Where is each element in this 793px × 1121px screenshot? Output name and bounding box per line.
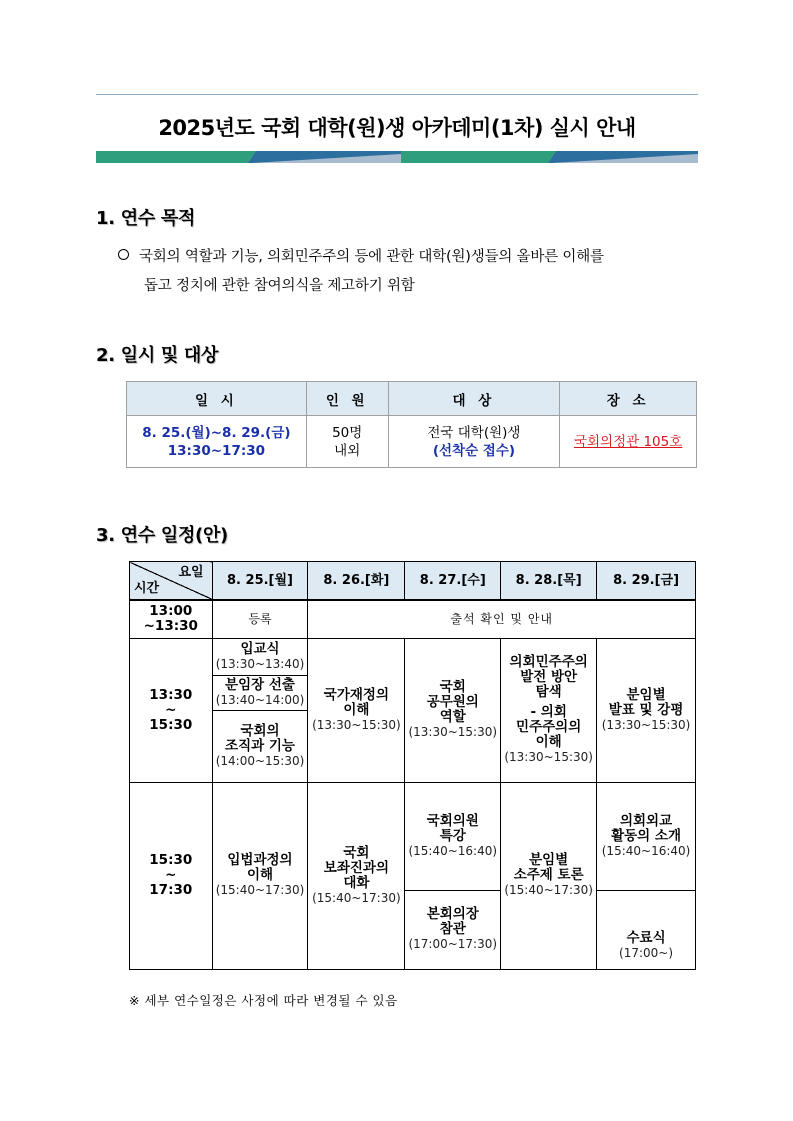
- time-slot-1: [130, 600, 213, 638]
- thu-democracy: [501, 638, 597, 782]
- date-range: 8. 25.(월)~8. 29.(금): [142, 424, 291, 441]
- table-row: [130, 782, 696, 890]
- slot3-start: 15:30: [149, 852, 193, 868]
- plenary-l1: 본회의장: [426, 906, 479, 922]
- fri-pres-l1: 분임별: [626, 686, 666, 703]
- title-band: [96, 151, 698, 163]
- slot1-start: 13:00: [149, 603, 193, 620]
- fri-diplomacy: [597, 782, 696, 890]
- fri-closing: [597, 890, 696, 969]
- mon-legislation: [212, 782, 308, 969]
- lecture-time: (15:40~16:40): [408, 843, 498, 858]
- leader-election-label: 분임장 선출: [225, 676, 295, 693]
- thu-dem-l2: 발전 방안: [520, 669, 578, 685]
- target-text: 전국 대학(원)생: [427, 424, 521, 441]
- staff-time: (15:40~17:30): [312, 890, 401, 905]
- tue-finance: [308, 638, 405, 782]
- header-people: 인 원: [306, 382, 388, 416]
- section1-paragraph: [118, 243, 708, 301]
- diplomacy-time: (15:40~16:40): [601, 843, 691, 858]
- discussion-l1: 분임별: [529, 852, 569, 868]
- opening-time: (13:30~13:40): [215, 656, 305, 671]
- table-header-row: [127, 382, 697, 416]
- header-place: 장 소: [560, 382, 697, 416]
- closing-label: 수료식: [626, 929, 666, 946]
- mon-opening: [212, 638, 308, 675]
- lecture-l1: 국회의원: [426, 812, 479, 829]
- thu-dem-l3: 탐색: [535, 684, 562, 700]
- header-target: 대 상: [388, 382, 560, 416]
- day-wed: 8. 27.[수]: [405, 562, 501, 601]
- fri-presentation: [597, 638, 696, 782]
- thu-dem-l1: 의회민주주의: [509, 654, 588, 670]
- circle-bullet-icon: [118, 249, 129, 260]
- wed-roles-l3: 역할: [439, 709, 466, 725]
- staff-l2: 보좌진과의: [323, 859, 389, 876]
- training-schedule-table: [129, 561, 696, 970]
- staff-l1: 국회: [343, 844, 370, 861]
- section3-heading: 3. 연수 일정(안): [96, 525, 228, 546]
- wed-roles-time: (13:30~15:30): [408, 725, 498, 739]
- schedule-summary-table: [126, 381, 697, 468]
- day-thu: 8. 28.[목]: [501, 562, 597, 601]
- plenary-l2: 참관: [439, 921, 466, 937]
- discussion-l2: 소주제 토론: [513, 867, 584, 883]
- thu-discussion: [501, 782, 597, 969]
- mon-leader-election: [212, 675, 308, 710]
- place-cell: [560, 416, 697, 468]
- wed-roles: [405, 638, 501, 782]
- thu-dem-l4: - 의회: [530, 704, 567, 720]
- day-tue: 8. 26.[화]: [308, 562, 405, 601]
- wed-lecture: [405, 782, 501, 890]
- section1-heading: 1. 연수 목적: [96, 208, 196, 229]
- date-cell: [127, 416, 307, 468]
- table-row: [130, 600, 696, 638]
- slot3-tilde: ~: [165, 867, 177, 883]
- people-count: 50명: [332, 424, 363, 441]
- day-fri: 8. 29.[금]: [597, 562, 696, 601]
- corner-cell: [130, 562, 213, 601]
- time-range: 13:30~17:30: [167, 442, 266, 459]
- top-rule: [96, 94, 698, 95]
- wed-roles-l1: 국회: [439, 679, 466, 695]
- table-row: [127, 416, 697, 468]
- purpose-line-2: 돕고 정치에 관한 참여의식을 제고하기 위함: [144, 278, 415, 294]
- legis-l1: 입법과정의: [227, 852, 293, 868]
- fri-pres-l2: 발표 및 강평: [608, 701, 684, 718]
- legis-l2: 이해: [246, 867, 274, 883]
- document-title: 2025년도 국회 대학(원)생 아카데미(1차) 실시 안내: [158, 116, 636, 140]
- people-cell: [306, 416, 388, 468]
- plenary-time: (17:00~17:30): [408, 937, 498, 951]
- closing-time: (17:00~): [619, 945, 674, 960]
- corner-day-label: 요일: [178, 565, 204, 580]
- schedule-header-row: [130, 562, 696, 601]
- legis-time: (15:40~17:30): [215, 883, 305, 897]
- attendance-check: 출석 확인 및 안내: [308, 600, 696, 638]
- tue-staff-talk: [308, 782, 405, 969]
- tue-finance-l2: 이해: [343, 701, 370, 718]
- time-slot-2: [130, 638, 213, 782]
- fri-pres-time: (13:30~15:30): [601, 717, 691, 732]
- slot2-end: 15:30: [149, 716, 193, 733]
- header-date: 일 시: [127, 382, 307, 416]
- place-link[interactable]: 국회의정관 105호: [573, 433, 683, 450]
- org-l1: 국회의: [240, 722, 280, 739]
- thu-dem-l5: 민주주의의: [516, 719, 582, 735]
- thu-dem-time: (13:30~15:30): [504, 750, 593, 764]
- purpose-line-1: [118, 243, 708, 272]
- target-cell: [388, 416, 560, 468]
- table-row: [130, 638, 696, 675]
- wed-plenary-visit: [405, 890, 501, 969]
- slot2-start: 13:30: [149, 686, 193, 703]
- mon-organization: [212, 710, 308, 782]
- purpose-text-1: 국회의 역할과 기능, 의회민주주의 등에 관한 대학(원)생들의 올바른 이해를: [139, 249, 604, 265]
- wed-roles-l2: 공무원의: [426, 694, 479, 710]
- staff-l3: 대화: [343, 874, 370, 891]
- discussion-time: (15:40~17:30): [504, 883, 593, 897]
- people-qualifier: 내외: [334, 442, 361, 459]
- time-slot-3: [130, 782, 213, 969]
- lecture-l2: 특강: [439, 827, 466, 844]
- opening-label: 입교식: [240, 640, 280, 657]
- section2-heading: 2. 일시 및 대상: [96, 345, 219, 366]
- org-time: (14:00~15:30): [215, 753, 305, 768]
- org-l2: 조직과 기능: [225, 737, 295, 754]
- corner-time-label: 시간: [134, 581, 160, 596]
- slot3-end: 17:30: [149, 882, 193, 898]
- slot1-end: ~13:30: [143, 618, 198, 635]
- diplomacy-l1: 의회외교: [619, 812, 673, 829]
- tue-finance-l1: 국가재정의: [323, 686, 389, 703]
- thu-dem-l6: 이해: [535, 734, 562, 750]
- target-note: (선착순 접수): [432, 442, 516, 459]
- tue-finance-time: (13:30~15:30): [312, 717, 401, 732]
- slot2-tilde: ~: [165, 701, 177, 718]
- leader-election-time: (13:40~14:00): [215, 692, 305, 707]
- mon-registration: 등록: [212, 600, 308, 638]
- day-mon: 8. 25.[월]: [212, 562, 308, 601]
- diplomacy-l2: 활동의 소개: [611, 827, 681, 844]
- footnote: ※ 세부 연수일정은 사정에 따라 변경될 수 있음: [129, 993, 398, 1008]
